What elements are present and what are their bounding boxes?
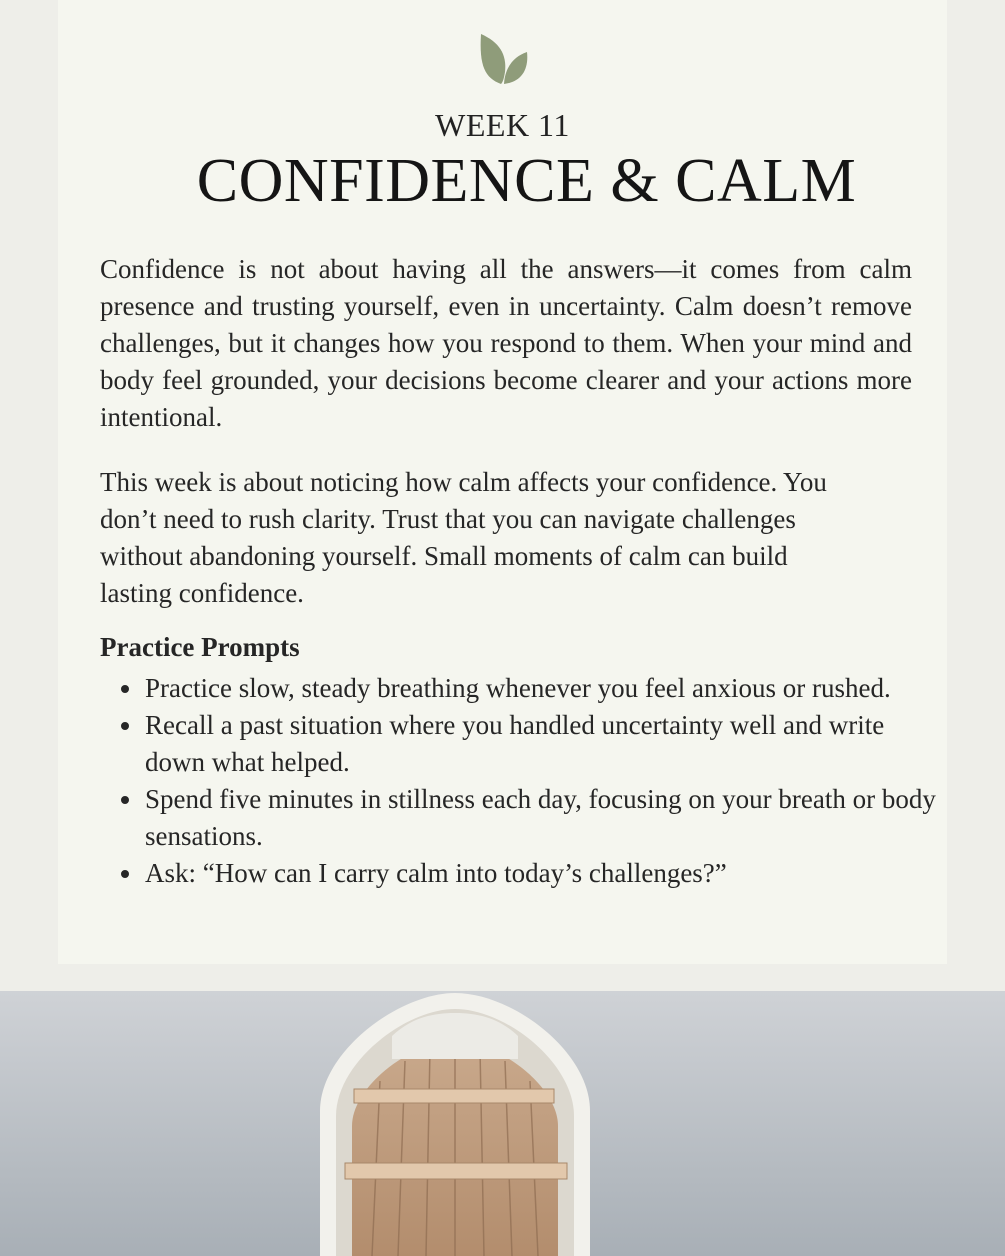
focus-paragraph-line: don’t need to rush clarity. Trust that you can navigate challenges <box>100 504 796 534</box>
week-label: WEEK 11 <box>435 107 570 143</box>
practice-prompts-heading: Practice Prompts <box>100 632 300 662</box>
focus-paragraph <box>100 464 902 612</box>
leaf-icon <box>477 32 529 86</box>
list-item <box>145 855 945 892</box>
focus-paragraph-line: This week is about noticing how calm affects your confidence. You <box>100 467 827 497</box>
intro-paragraph: Confidence is not about having all the answers—it comes from calm presence and trusting yourself, even in uncertainty. Calm doesn’t remove challenges, but it changes how you respond to them. When your mind and body feel grounded, your decisions become clearer and your actions more intentional. <box>100 254 912 432</box>
list-item-text: Recall a past situation where you handled uncertainty well and write down what helped. <box>145 710 885 777</box>
practice-prompts-list <box>100 670 945 892</box>
bullet-icon <box>121 722 129 730</box>
list-item-text: Practice slow, steady breathing whenever you feel anxious or rushed. <box>145 673 891 703</box>
list-item-text: Spend five minutes in stillness each day, focusing on your breath or body sensations. <box>145 784 936 851</box>
bullet-icon <box>121 685 129 693</box>
list-item <box>145 781 945 855</box>
focus-paragraph-line: without abandoning yourself. Small moments of calm can build <box>100 541 788 571</box>
list-item <box>145 670 945 707</box>
list-item <box>145 707 945 781</box>
rowboat-photo <box>0 991 1005 1256</box>
page-title: CONFIDENCE & CALM <box>196 147 857 215</box>
focus-paragraph-line: lasting confidence. <box>100 578 304 608</box>
list-item-text: Ask: “How can I carry calm into today’s challenges?” <box>145 858 727 888</box>
bullet-icon <box>121 796 129 804</box>
bullet-icon <box>121 870 129 878</box>
